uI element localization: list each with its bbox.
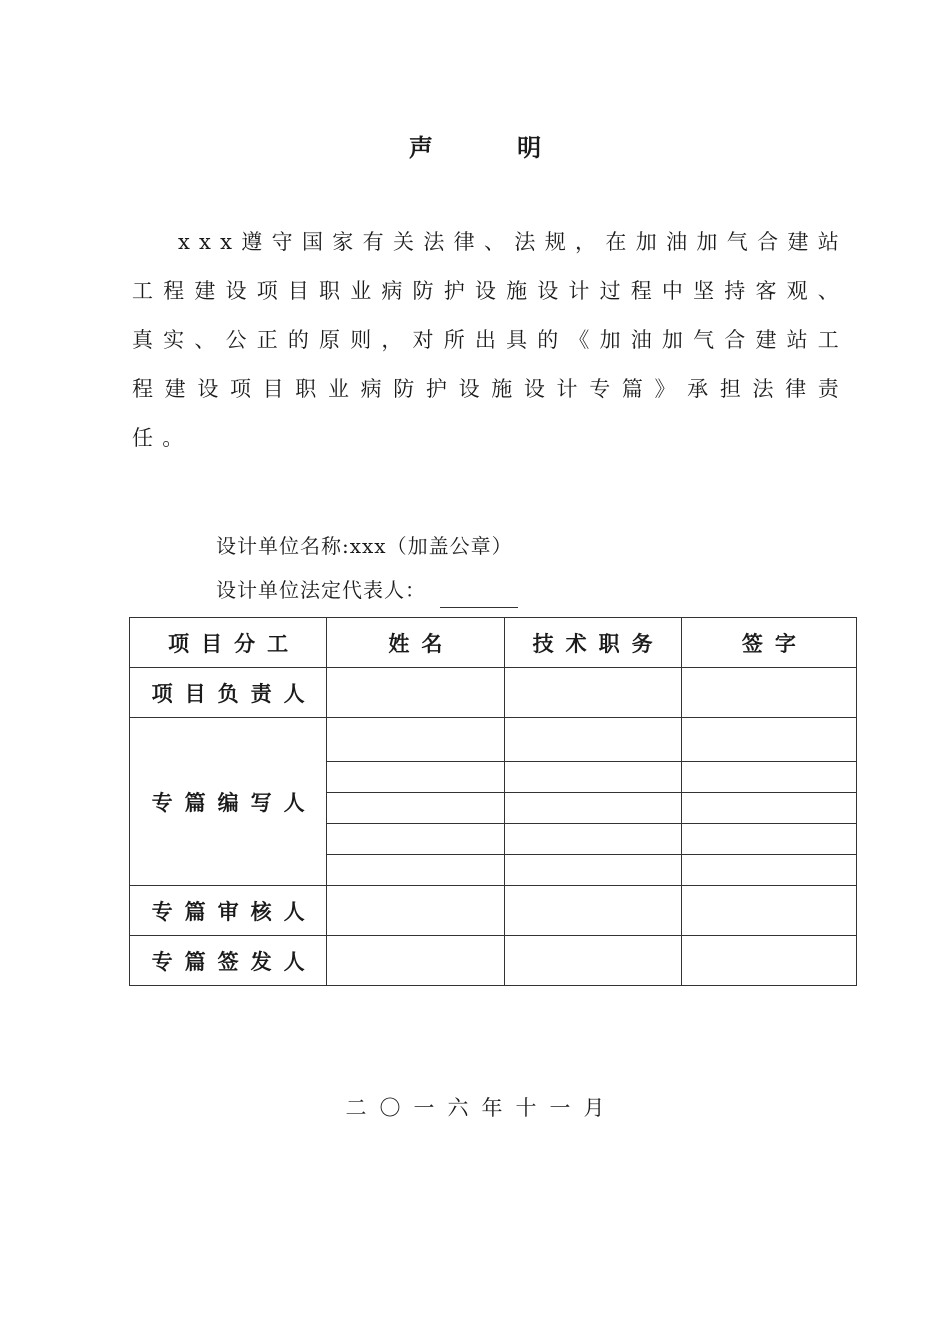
header-signature: 签字 (681, 618, 856, 668)
signature-cell (681, 762, 856, 793)
statement-paragraph: xxx遵守国家有关法律、法规，在加油加气合建站工程建设项目职业病防护设施设计过程中坚持客观、真实、公正的原则，对所出具的《加油加气合建站工程建设项目职业病防护设施设计专篇》承担法律责任。 (132, 230, 848, 450)
name-cell (327, 936, 504, 986)
signature-cell (681, 718, 856, 762)
title-cell (504, 936, 681, 986)
table-row (130, 886, 857, 936)
design-unit-name: 设计单位名称:xxx（加盖公章） (216, 534, 513, 558)
legal-representative-label: 设计单位法定代表人： (216, 578, 426, 602)
title-cell (504, 886, 681, 936)
header-name: 姓名 (327, 618, 504, 668)
table-header-row (130, 618, 857, 668)
name-cell (327, 793, 504, 824)
name-cell (327, 855, 504, 886)
name-cell (327, 762, 504, 793)
signature-cell (681, 793, 856, 824)
signature-cell (681, 824, 856, 855)
signature-cell (681, 936, 856, 986)
table-row (130, 668, 857, 718)
role-issuer: 专篇签发人 (130, 936, 327, 986)
legal-representative-line (216, 574, 518, 603)
signature-cell (681, 886, 856, 936)
name-cell (327, 824, 504, 855)
name-cell (327, 668, 504, 718)
header-title: 技术职务 (504, 618, 681, 668)
table-row (130, 718, 857, 762)
title-cell (504, 668, 681, 718)
document-date: 二〇一六年十一月 (345, 1096, 618, 1120)
title-cell (504, 762, 681, 793)
role-writer: 专篇编写人 (130, 718, 327, 886)
legal-representative-signature-blank (440, 587, 518, 608)
role-reviewer: 专篇审核人 (130, 886, 327, 936)
role-project-lead: 项目负责人 (130, 668, 327, 718)
staff-table (129, 617, 857, 986)
name-cell (327, 886, 504, 936)
title-cell (504, 793, 681, 824)
signature-cell (681, 668, 856, 718)
title-cell (504, 855, 681, 886)
page-title: 声 明 (408, 133, 580, 162)
table-row (130, 936, 857, 986)
title-cell (504, 718, 681, 762)
header-role: 项目分工 (130, 618, 327, 668)
signature-cell (681, 855, 856, 886)
name-cell (327, 718, 504, 762)
title-cell (504, 824, 681, 855)
